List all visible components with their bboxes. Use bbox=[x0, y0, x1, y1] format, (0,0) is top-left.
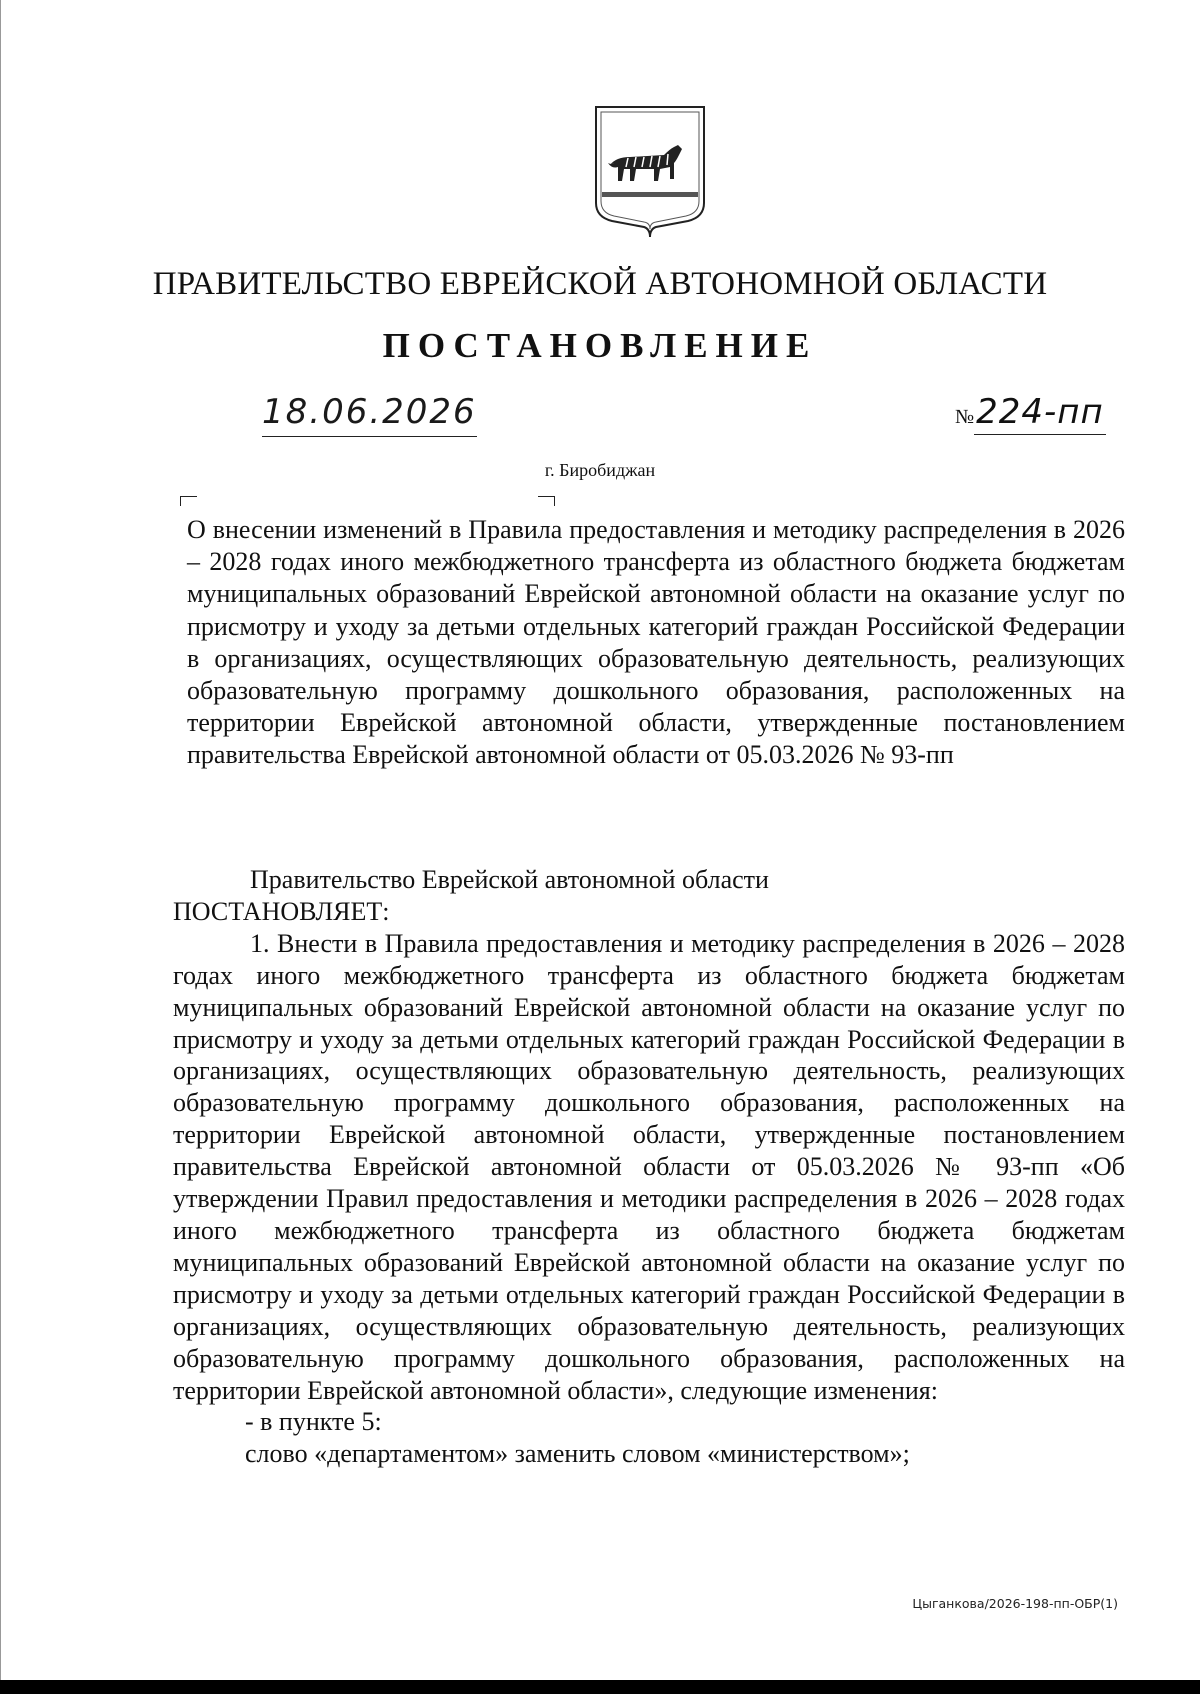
subject-bracket-right bbox=[538, 496, 555, 506]
coat-of-arms-icon bbox=[590, 105, 710, 240]
document-type: ПОСТАНОВЛЕНИЕ bbox=[382, 326, 818, 365]
sub-change: слово «департаментом» заменить словом «министерством»; bbox=[245, 1439, 910, 1469]
page-edge bbox=[0, 0, 1, 1694]
number-sign: № bbox=[955, 406, 975, 428]
registration-code: Цыганкова/2026-198-пп-ОБР(1) bbox=[912, 1596, 1118, 1611]
resolves-heading: ПОСТАНОВЛЯЕТ: bbox=[173, 896, 390, 926]
subject-bracket-left bbox=[180, 496, 197, 506]
sub-point: - в пункте 5: bbox=[245, 1407, 382, 1437]
document-subject: О внесении изменений в Правила предоставления и методику распределения в 2026 – 2028 годах иного межбюджетного трансферта из областного бюджета бюджетам муниципальных образований Еврейской автономной области на оказание услуг по присмотру и уходу за детьми отдельных категорий граждан Российской Федерации в организациях, осуществляющих образовательную деятельность, реализующих образовательную программу дошкольного образования, расположенных на территории Еврейской автономной области, утвержденные постановлением правительства Еврейской автономной области от 05.03.2026 № 93-пп bbox=[187, 515, 1125, 770]
government-name: ПРАВИТЕЛЬСТВО ЕВРЕЙСКОЙ АВТОНОМНОЙ ОБЛАСТИ bbox=[152, 266, 1048, 302]
handwritten-date: 18.06.2026 bbox=[262, 392, 477, 437]
document-number bbox=[955, 392, 1106, 435]
preamble: Правительство Еврейской автономной области bbox=[250, 865, 769, 894]
item-1: 1. Внести в Правила предоставления и методику распределения в 2026 – 2028 годах иного межбюджетного трансферта из областного бюджета бюджетам муниципальных образований Еврейской автономной области на оказание услуг по присмотру и уходу за детьми отдельных категорий граждан Российской Федерации в организациях, осуществляющих образовательную деятельность, реализующих образовательную программу дошкольного образования, расположенных на территории Еврейской автономной области, утвержденные постановлением правительства Еврейской автономной области от 05.03.2026 № 93-пп «Об утверждении Правил предоставления и методики распределения в 2026 – 2028 годах иного межбюджетного трансферта из областного бюджета бюджетам муниципальных образований Еврейской автономной области на оказание услуг по присмотру и уходу за детьми отдельных категорий граждан Российской Федерации в организациях, осуществляющих образовательную деятельность, реализующих образовательную программу дошкольного образования, расположенных на территории Еврейской автономной области», следующие изменения: bbox=[173, 928, 1125, 1405]
document-body bbox=[173, 864, 1125, 1470]
city: г. Биробиджан bbox=[544, 460, 656, 480]
scan-border bbox=[0, 1680, 1200, 1694]
handwritten-number: 224-пп bbox=[974, 392, 1106, 435]
